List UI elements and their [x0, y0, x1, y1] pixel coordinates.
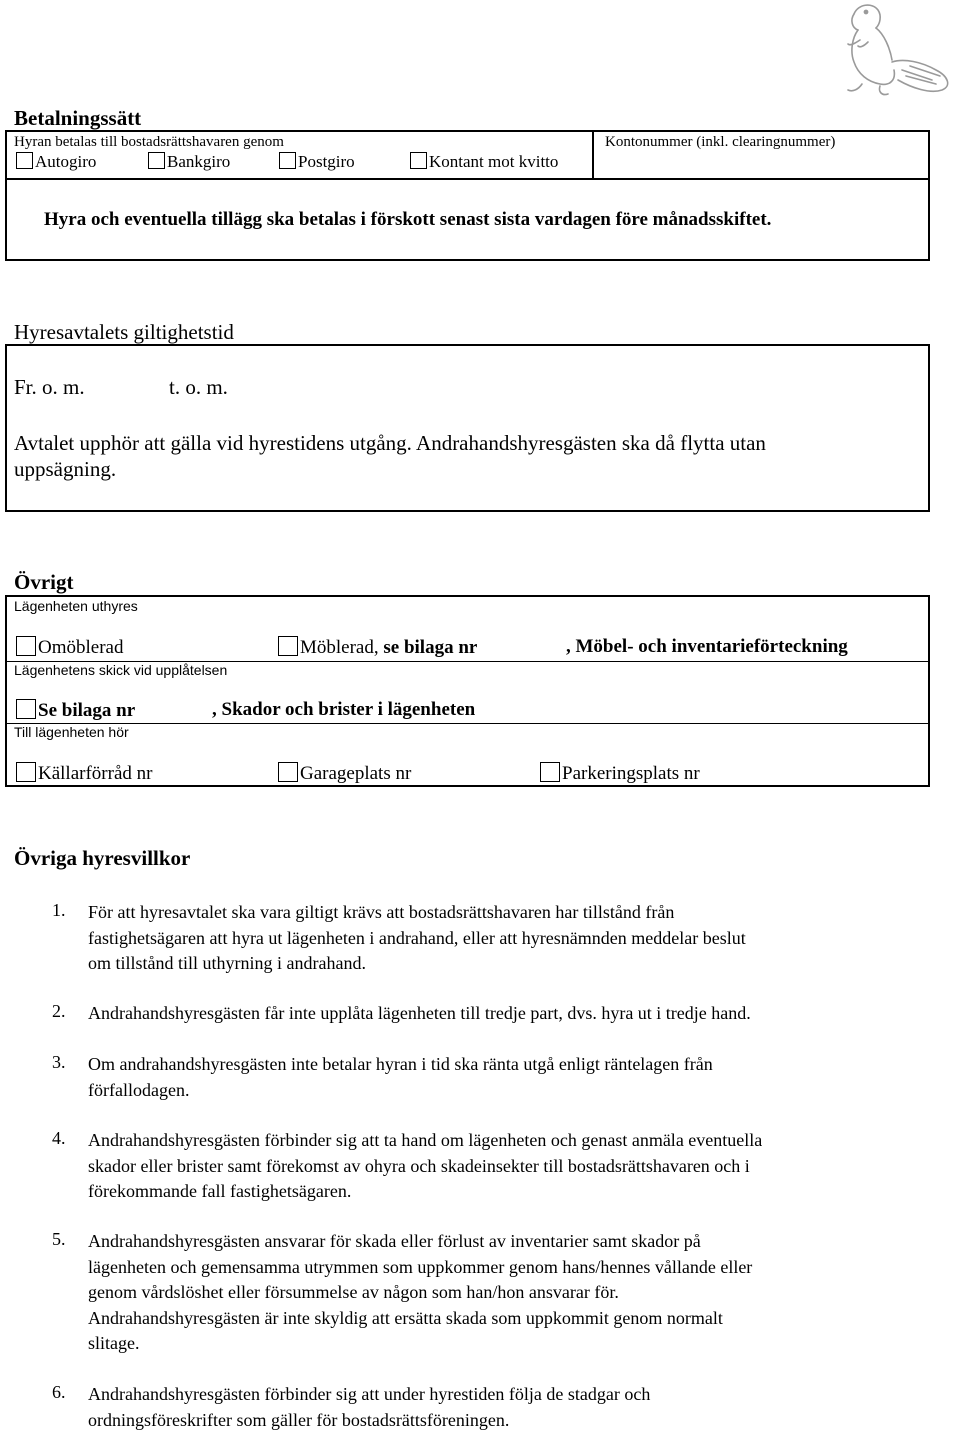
villkor-item-text: [88, 1229, 918, 1357]
betalning-divider-h: [5, 178, 930, 180]
ovrigt-box: [5, 595, 930, 787]
bankgiro-label: Bankgiro: [167, 152, 230, 171]
garageplats-label: Garageplats nr: [300, 763, 411, 784]
mobel-text: , Möbel- och inventarieförteckning: [566, 636, 848, 658]
villkor-line: skador eller brister samt förekomst av ohyra och skadeinsekter till bostadsrättshavaren och i: [88, 1154, 918, 1180]
moblerad-checkbox[interactable]: [278, 636, 298, 656]
garageplats-checkbox[interactable]: [278, 762, 298, 782]
villkor-item-number: 6.: [52, 1382, 66, 1403]
villkor-line: Andrahandshyresgästen är inte skyldig att ersätta skada som uppkommit genom normalt: [88, 1306, 918, 1332]
to-label: t. o. m.: [169, 375, 228, 400]
bankgiro-checkbox[interactable]: [148, 152, 165, 169]
villkor-line: lägenheten och gemensamma utrymmen som uppkommer genom hans/hennes vållande eller: [88, 1255, 918, 1281]
se-bilaga-checkbox[interactable]: [16, 699, 36, 719]
autogiro-label: Autogiro: [35, 152, 96, 171]
villkor-line: Andrahandshyresgästen förbinder sig att ta hand om lägenheten och genast anmäla eventuella: [88, 1128, 918, 1154]
villkor-item-number: 3.: [52, 1052, 66, 1073]
postgiro-label: Postgiro: [298, 152, 355, 171]
villkor-heading: Övriga hyresvillkor: [14, 846, 190, 871]
villkor-item-text: [88, 1052, 918, 1103]
villkor-line: Andrahandshyresgästen förbinder sig att under hyrestiden följa de stadgar och: [88, 1382, 918, 1408]
giltighet-text-line1: Avtalet upphör att gälla vid hyrestidens utgång. Andrahandshyresgästen ska då flytta utan: [14, 431, 766, 456]
postgiro-checkbox[interactable]: [279, 152, 296, 169]
villkor-item-number: 5.: [52, 1229, 66, 1250]
betalning-heading: Betalningssätt: [14, 106, 141, 131]
villkor-item-number: 1.: [52, 900, 66, 921]
villkor-line: Andrahandshyresgästen ansvarar för skada eller förlust av inventarier samt skador på: [88, 1229, 918, 1255]
giltighet-box: [5, 344, 930, 512]
betalning-notice: Hyra och eventuella tillägg ska betalas i förskott senast sista vardagen före månadsskiftet.: [44, 209, 771, 231]
option-autogiro[interactable]: [16, 152, 96, 172]
parkeringsplats-label: Parkeringsplats nr: [562, 763, 700, 784]
option-bankgiro[interactable]: [148, 152, 230, 172]
villkor-item-text: [88, 1382, 918, 1433]
moblerad-bilaga-label: se bilaga nr: [383, 637, 477, 658]
villkor-item-number: 4.: [52, 1128, 66, 1149]
giltighet-text-line2: uppsägning.: [14, 457, 116, 482]
villkor-line: förekommande fall fastighetsägaren.: [88, 1179, 918, 1205]
villkor-line: ordningsföreskrifter som gäller för bostadsrättsföreningen.: [88, 1408, 918, 1433]
option-garageplats[interactable]: [278, 762, 411, 785]
kallarforrad-label: Källarförråd nr: [38, 763, 152, 784]
villkor-item-text: [88, 1001, 918, 1027]
option-parkeringsplats[interactable]: [540, 762, 700, 785]
option-omoblerad[interactable]: [16, 636, 123, 659]
beaver-logo-icon: [832, 0, 960, 100]
ovrigt-divider-2: [5, 723, 930, 724]
from-label: Fr. o. m.: [14, 375, 85, 400]
betalning-divider-v: [592, 130, 594, 180]
moblerad-label: Möblerad,: [300, 637, 379, 658]
villkor-line: om tillstånd till uthyrning i andrahand.: [88, 951, 918, 977]
villkor-line: förfallodagen.: [88, 1078, 918, 1104]
kontant-checkbox[interactable]: [410, 152, 427, 169]
omoblerad-checkbox[interactable]: [16, 636, 36, 656]
villkor-line: genom vårdslöshet eller försummelse av någon som han/hon ansvarar för.: [88, 1280, 918, 1306]
villkor-item-text: [88, 900, 918, 977]
villkor-line: Om andrahandshyresgästen inte betalar hyran i tid ska ränta utgå enligt räntelagen från: [88, 1052, 918, 1078]
option-moblerad[interactable]: [278, 636, 477, 659]
villkor-line: slitage.: [88, 1331, 918, 1357]
hor-label: Till lägenheten hör: [14, 724, 129, 740]
villkor-item-number: 2.: [52, 1001, 66, 1022]
villkor-line: För att hyresavtalet ska vara giltigt krävs att bostadsrättshavaren har tillstånd från: [88, 900, 918, 926]
option-kallarforrad[interactable]: [16, 762, 152, 785]
kallarforrad-checkbox[interactable]: [16, 762, 36, 782]
villkor-line: Andrahandshyresgästen får inte upplåta lägenheten till tredje part, dvs. hyra ut i tredje hand.: [88, 1001, 918, 1027]
betalning-label-left: Hyran betalas till bostadsrättshavaren genom: [14, 134, 284, 151]
option-se-bilaga[interactable]: [16, 699, 135, 722]
autogiro-checkbox[interactable]: [16, 152, 33, 169]
villkor-line: fastighetsägaren att hyra ut lägenheten i andrahand, eller att hyresnämnden meddelar beslut: [88, 926, 918, 952]
skador-text: , Skador och brister i lägenheten: [212, 699, 475, 721]
betalning-label-right: Kontonummer (inkl. clearingnummer): [605, 134, 835, 151]
villkor-item-text: [88, 1128, 918, 1205]
option-postgiro[interactable]: [279, 152, 355, 172]
omoblerad-label: Omöblerad: [38, 637, 123, 658]
ovrigt-heading: Övrigt: [14, 570, 73, 595]
giltighet-heading: Hyresavtalets giltighetstid: [14, 320, 234, 345]
se-bilaga-label: Se bilaga nr: [38, 700, 135, 721]
kontant-label: Kontant mot kvitto: [429, 152, 558, 171]
parkeringsplats-checkbox[interactable]: [540, 762, 560, 782]
uthyres-label: Lägenheten uthyres: [14, 598, 138, 614]
skick-label: Lägenhetens skick vid upplåtelsen: [14, 662, 227, 678]
option-kontant[interactable]: [410, 152, 558, 172]
